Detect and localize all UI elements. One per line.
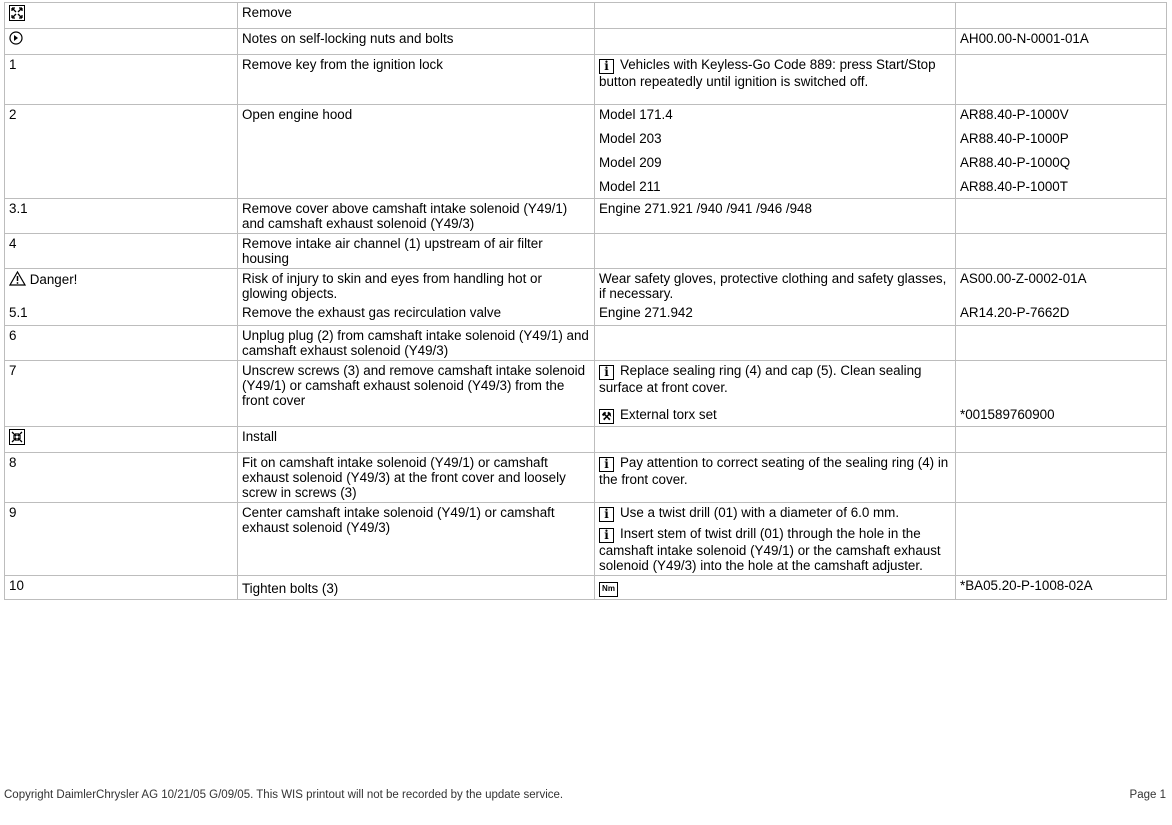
install-icon [9, 429, 25, 445]
step-number: 9 [5, 503, 238, 576]
step-engine: Engine 271.942 [595, 303, 956, 326]
remove-icon [9, 5, 25, 21]
info-icon: i [599, 457, 614, 472]
model-ref: AR88.40-P-1000Q [960, 155, 1071, 170]
page-number: Page 1 [1129, 789, 1166, 801]
model-item: Model 211 [599, 179, 661, 194]
procedure-table [4, 2, 1167, 600]
step-number: 10 [5, 576, 238, 600]
step-number: 7 [5, 361, 238, 427]
step-row [5, 576, 1167, 600]
notes-text: Notes on self-locking nuts and bolts [238, 29, 595, 55]
step-row [5, 453, 1167, 503]
step-row [5, 361, 1167, 427]
step-text: Tighten bolts (3) [238, 576, 595, 600]
tool-icon: ⚒ [599, 409, 614, 424]
model-item: Model 171.4 [599, 107, 673, 122]
step-text: Remove cover above camshaft intake solenoid (Y49/1) and camshaft exhaust solenoid (Y49/3) [238, 199, 595, 234]
warning-triangle-icon [9, 271, 26, 286]
step-text: Remove the exhaust gas recirculation valve [238, 303, 595, 326]
step-row [5, 105, 1167, 199]
step-text: Remove key from the ignition lock [238, 55, 595, 105]
step-row [5, 326, 1167, 361]
copyright-text: Copyright DaimlerChrysler AG 10/21/05 G/09/05. This WIS printout will not be recorded by the update service. [4, 789, 564, 801]
model-item: Model 203 [599, 131, 662, 146]
step-row [5, 199, 1167, 234]
step-note: Replace sealing ring (4) and cap (5). Clean sealing surface at front cover. [599, 363, 922, 395]
step-row [5, 503, 1167, 576]
model-item: Model 209 [599, 155, 662, 170]
remove-section-row [5, 3, 1167, 29]
install-section-row [5, 427, 1167, 453]
model-ref: AR88.40-P-1000T [960, 179, 1068, 194]
danger-row [5, 269, 1167, 304]
info-icon: i [599, 528, 614, 543]
notes-row [5, 29, 1167, 55]
notes-ref: AH00.00-N-0001-01A [956, 29, 1167, 55]
step-text: Fit on camshaft intake solenoid (Y49/1) or camshaft exhaust solenoid (Y49/3) at the front cover and loosely screw in screws (3) [238, 453, 595, 503]
remove-section-label: Remove [238, 3, 595, 29]
danger-label: Danger! [29, 272, 78, 287]
step-row [5, 303, 1167, 326]
danger-ref: AS00.00-Z-0002-01A [956, 269, 1167, 304]
step-number: 3.1 [5, 199, 238, 234]
tool-ref: *001589760900 [960, 407, 1055, 422]
install-section-label: Install [238, 427, 595, 453]
model-ref: AR88.40-P-1000P [960, 131, 1069, 146]
step-text: Unplug plug (2) from camshaft intake solenoid (Y49/1) and camshaft exhaust solenoid (Y49/3) [238, 326, 595, 361]
step-number: 4 [5, 234, 238, 269]
step-text: Remove intake air channel (1) upstream of air filter housing [238, 234, 595, 269]
step-number: 6 [5, 326, 238, 361]
torque-icon: Nm [599, 582, 618, 597]
step-number: 1 [5, 55, 238, 105]
notes-icon [9, 31, 23, 45]
danger-text: Risk of injury to skin and eyes from handling hot or glowing objects. [238, 269, 595, 304]
info-icon: i [599, 507, 614, 522]
step-text: Unscrew screws (3) and remove camshaft intake solenoid (Y49/1) or camshaft exhaust solenoid (Y49/3) from the front cover [238, 361, 595, 427]
step-ref: *BA05.20-P-1008-02A [956, 576, 1167, 600]
danger-measure: Wear safety gloves, protective clothing and safety glasses, if necessary. [595, 269, 956, 304]
info-icon: i [599, 59, 614, 74]
step-number: 2 [5, 105, 238, 199]
step-row [5, 55, 1167, 105]
info-icon: i [599, 365, 614, 380]
step-number: 8 [5, 453, 238, 503]
step-text: Center camshaft intake solenoid (Y49/1) or camshaft exhaust solenoid (Y49/3) [238, 503, 595, 576]
step-note: Use a twist drill (01) with a diameter of 6.0 mm. [620, 505, 900, 520]
step-note: Vehicles with Keyless-Go Code 889: press Start/Stop button repeatedly until ignition is switched off. [599, 57, 936, 89]
step-row [5, 234, 1167, 269]
step-note: Insert stem of twist drill (01) through the hole in the camshaft intake solenoid (Y49/1) or the camshaft exhaust solenoid (Y49/3) into the hole at the camshaft adjuster. [599, 526, 941, 573]
step-text: Open engine hood [238, 105, 595, 199]
model-ref: AR88.40-P-1000V [960, 107, 1069, 122]
step-engine: Engine 271.921 /940 /941 /946 /948 [595, 199, 956, 234]
step-note: Pay attention to correct seating of the sealing ring (4) in the front cover. [599, 455, 949, 487]
tool-text: External torx set [620, 407, 717, 422]
step-number: 5.1 [5, 303, 238, 326]
step-ref: AR14.20-P-7662D [956, 303, 1167, 326]
